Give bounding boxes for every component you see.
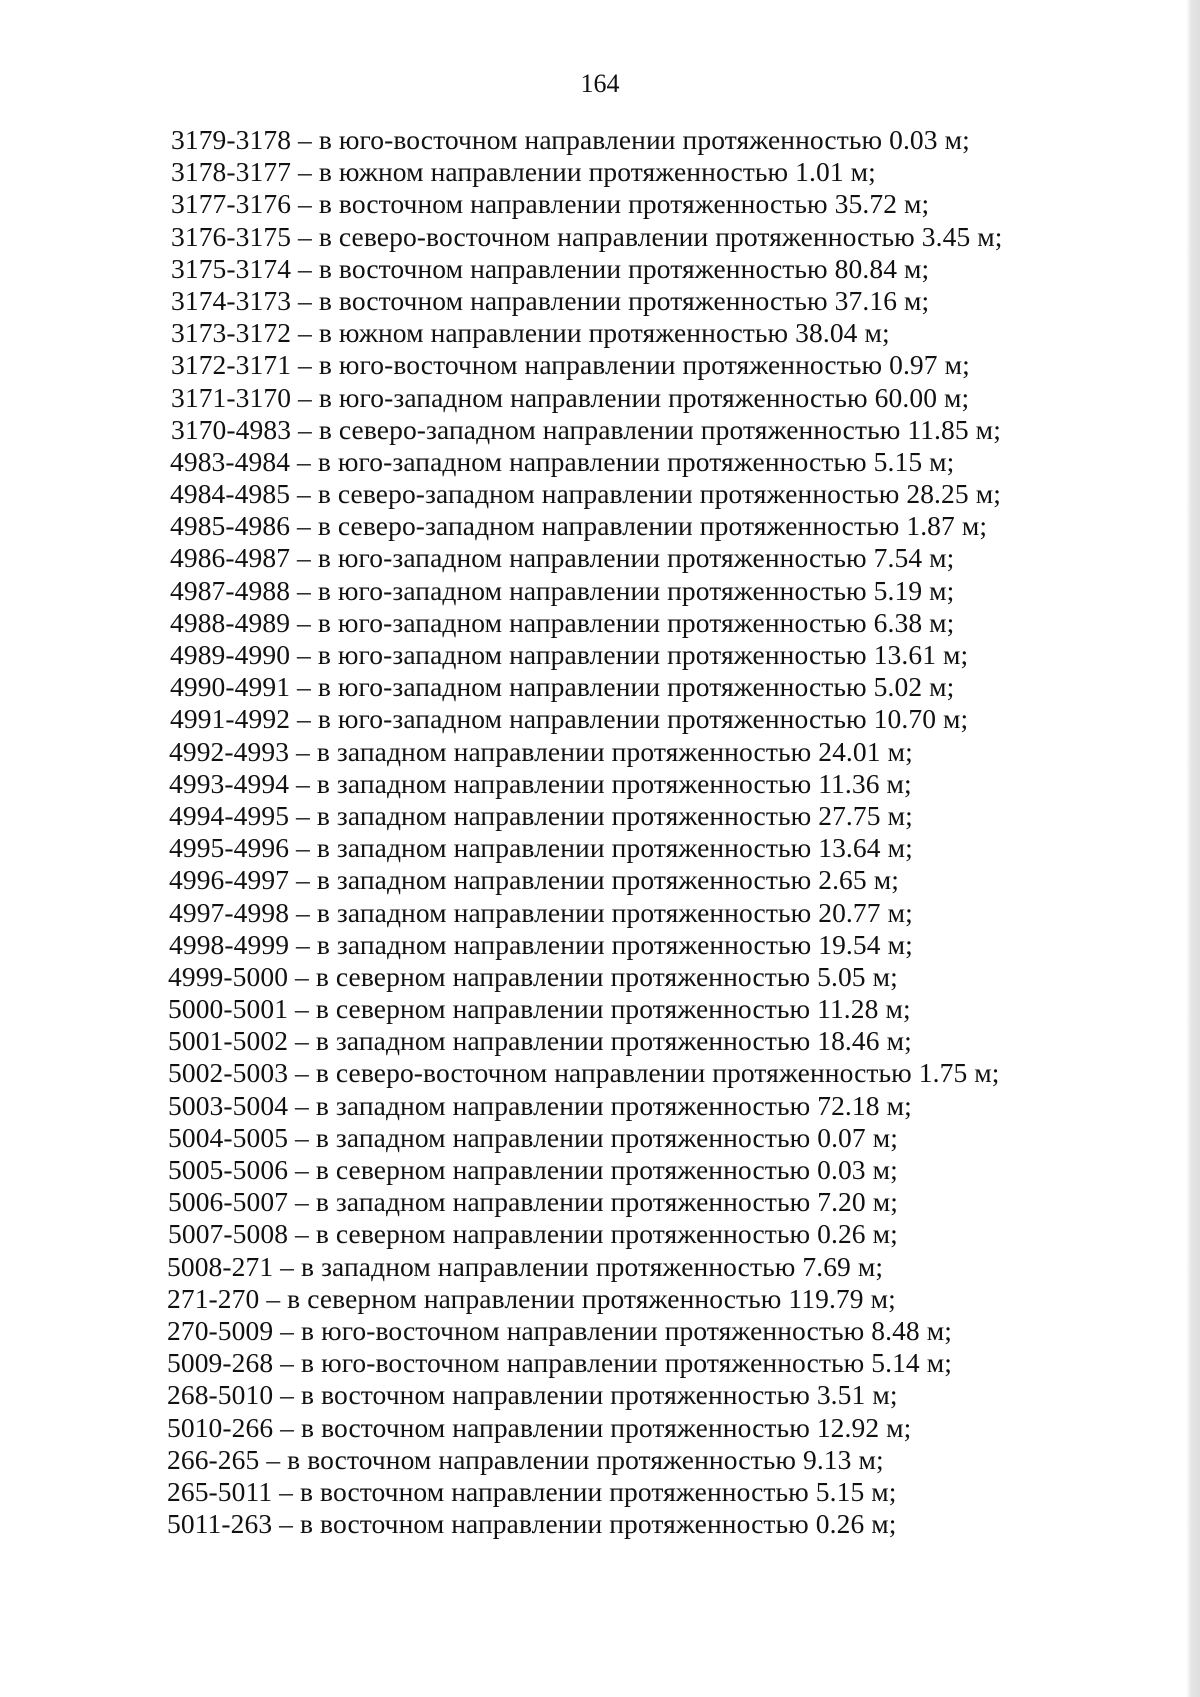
boundary-line: 4999-5000 – в северном направлении протяженностью 5.05 м;	[168, 960, 898, 992]
boundary-line: 4987-4988 – в юго-западном направлении протяженностью 5.19 м;	[170, 574, 955, 606]
boundary-line: 4992-4993 – в западном направлении протяженностью 24.01 м;	[169, 735, 913, 767]
boundary-line: 4994-4995 – в западном направлении протяженностью 27.75 м;	[169, 799, 913, 831]
page-number: 164	[580, 69, 620, 98]
boundary-line: 5001-5002 – в западном направлении протяженностью 18.46 м;	[168, 1025, 912, 1057]
boundary-line: 5000-5001 – в северном направлении протяженностью 11.28 м;	[168, 993, 911, 1025]
boundary-line: 5007-5008 – в северном направлении протяженностью 0.26 м;	[168, 1218, 898, 1250]
boundary-line: 4984-4985 – в северо-западном направлении протяженностью 28.25 м;	[170, 478, 1001, 510]
boundary-line: 3176-3175 – в северо-восточном направлении протяженностью 3.45 м;	[171, 220, 1003, 252]
boundary-line: 3173-3172 – в южном направлении протяженностью 38.04 м;	[171, 317, 890, 349]
boundary-line: 4986-4987 – в юго-западном направлении протяженностью 7.54 м;	[170, 542, 955, 574]
boundary-line: 3177-3176 – в восточном направлении протяженностью 35.72 м;	[171, 188, 930, 220]
boundary-line: 5008-271 – в западном направлении протяженностью 7.69 м;	[167, 1250, 884, 1282]
boundary-line: 266-265 – в восточном направлении протяженностью 9.13 м;	[167, 1443, 884, 1475]
boundary-line: 265-5011 – в восточном направлении протяженностью 5.15 м;	[167, 1475, 897, 1507]
boundary-line: 4991-4992 – в юго-западном направлении протяженностью 10.70 м;	[170, 703, 969, 735]
boundary-line: 4990-4991 – в юго-западном направлении протяженностью 5.02 м;	[170, 671, 955, 703]
boundary-line: 5009-268 – в юго-восточном направлении протяженностью 5.14 м;	[167, 1347, 953, 1379]
boundary-line: 4998-4999 – в западном направлении протяженностью 19.54 м;	[169, 928, 913, 960]
boundary-line: 5006-5007 – в западном направлении протяженностью 7.20 м;	[168, 1186, 898, 1218]
boundary-line: 4997-4998 – в западном направлении протяженностью 20.77 м;	[169, 896, 913, 928]
boundary-line: 4993-4994 – в западном направлении протяженностью 11.36 м;	[169, 767, 912, 799]
boundary-line: 3171-3170 – в юго-западном направлении протяженностью 60.00 м;	[171, 381, 970, 413]
boundary-line: 3178-3177 – в южном направлении протяженностью 1.01 м;	[171, 156, 876, 188]
boundary-line: 4985-4986 – в северо-западном направлении протяженностью 1.87 м;	[170, 510, 988, 542]
boundary-line: 4983-4984 – в юго-западном направлении протяженностью 5.15 м;	[170, 445, 955, 477]
boundary-line: 3174-3173 – в восточном направлении протяженностью 37.16 м;	[171, 284, 930, 316]
boundary-line: 4989-4990 – в юго-западном направлении протяженностью 13.61 м;	[170, 639, 969, 670]
boundary-line: 5005-5006 – в северном направлении протяженностью 0.03 м;	[168, 1154, 898, 1185]
boundary-line: 3179-3178 – в юго-восточном направлении протяженностью 0.03 м;	[171, 124, 970, 155]
boundary-description-list	[0, 124, 1200, 1540]
boundary-line: 5003-5004 – в западном направлении протяженностью 72.18 м;	[168, 1089, 912, 1121]
boundary-line: 3170-4983 – в северо-западном направлении протяженностью 11.85 м;	[171, 413, 1001, 445]
boundary-line: 3175-3174 – в восточном направлении протяженностью 80.84 м;	[171, 252, 930, 284]
boundary-line: 268-5010 – в восточном направлении протяженностью 3.51 м;	[167, 1379, 898, 1411]
boundary-line: 270-5009 – в юго-восточном направлении протяженностью 8.48 м;	[167, 1314, 953, 1346]
boundary-line: 4995-4996 – в западном направлении протяженностью 13.64 м;	[169, 832, 913, 864]
boundary-line: 4996-4997 – в западном направлении протяженностью 2.65 м;	[169, 864, 899, 896]
boundary-line: 4988-4989 – в юго-западном направлении протяженностью 6.38 м;	[170, 606, 955, 638]
boundary-line: 3172-3171 – в юго-восточном направлении протяженностью 0.97 м;	[171, 349, 970, 381]
boundary-line: 5010-266 – в восточном направлении протяженностью 12.92 м;	[167, 1411, 912, 1443]
boundary-line: 5004-5005 – в западном направлении протяженностью 0.07 м;	[168, 1121, 898, 1153]
boundary-line: 5011-263 – в восточном направлении протяженностью 0.26 м;	[167, 1508, 897, 1540]
boundary-line: 5002-5003 – в северо-восточном направлении протяженностью 1.75 м;	[168, 1057, 1000, 1089]
boundary-line: 271-270 – в северном направлении протяженностью 119.79 м;	[167, 1282, 896, 1314]
